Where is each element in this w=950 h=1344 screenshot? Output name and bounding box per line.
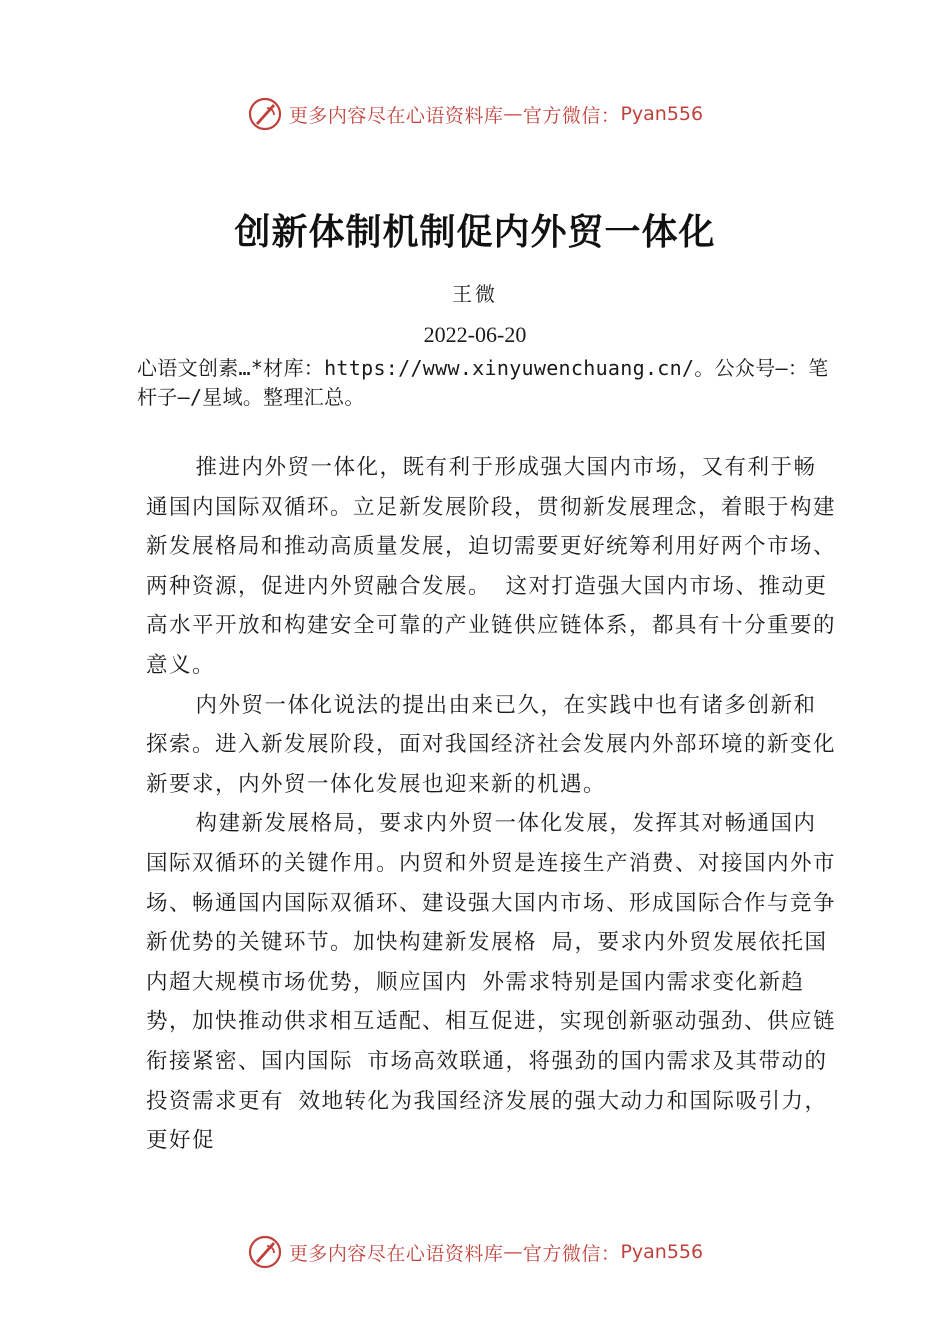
- article-body: [146, 448, 836, 1161]
- header-banner: [0, 94, 950, 134]
- banner-text: 更多内容尽在心语资料库: [288, 1242, 504, 1265]
- footer-banner: [0, 1232, 950, 1272]
- banner-dash: —: [503, 1241, 523, 1263]
- banner-wechat-label: 官方微信：: [522, 1242, 621, 1265]
- banner-text: 更多内容尽在心语资料库: [288, 104, 504, 127]
- quill-pen-logo-icon: [247, 1234, 283, 1270]
- banner-wechat-id: Pyan556: [620, 103, 704, 125]
- banner-wechat-label: 官方微信：: [522, 104, 621, 127]
- article-title: 创新体制机制促内外贸一体化: [234, 212, 716, 253]
- article-date: 2022-06-20: [423, 322, 527, 347]
- paragraph: 构建新发展格局，要求内外贸一体化发展，发挥其对畅通国内国际双循环的关键作用。内贸和外贸是连接生产消费、对接国内外市场、畅通国内国际双循环、建设强大国内市场、形成国际合作与竞争新优势的关键环节。加快构建新发展格 局，要求内外贸发展依托国内超大规模市场优势，顺应国内 外需求特别是国内需求变化新趋势，加快推动供求相互适配、相互促进，实现创新驱动强劲、供应链衔接紧密、国内国际 市场高效联通，将强劲的国内需求及其带动的投资需求更有 效地转化为我国经济发展的强大动力和国际吸引力，更好促: [146, 811, 837, 1154]
- source-note: 心语文创素…*材库：https://www.xinyuwenchuang.cn/。公众号—：笔杆子—/星域。整理汇总。: [137, 356, 829, 409]
- article-author: 王微: [452, 282, 498, 306]
- paragraph: 内外贸一体化说法的提出由来已久，在实践中也有诸多创新和探索。进入新发展阶段，面对我国经济社会发展内外部环境的新变化新要求，内外贸一体化发展也迎来新的机遇。: [146, 692, 837, 797]
- banner-wechat-id: Pyan556: [620, 1241, 704, 1263]
- paragraph: 推进内外贸一体化，既有利于形成强大国内市场，又有利于畅通国内国际双循环。立足新发展阶段，贯彻新发展理念，着眼于构建新发展格局和推动高质量发展，迫切需要更好统筹利用好两个市场、两种资源，促进内外贸融合发展。 这对打造强大国内市场、推动更高水平开放和构建安全可靠的产业链供应链体系，都具有十分重要的意义。: [146, 455, 837, 678]
- banner-dash: —: [503, 103, 523, 125]
- quill-pen-logo-icon: [247, 96, 283, 132]
